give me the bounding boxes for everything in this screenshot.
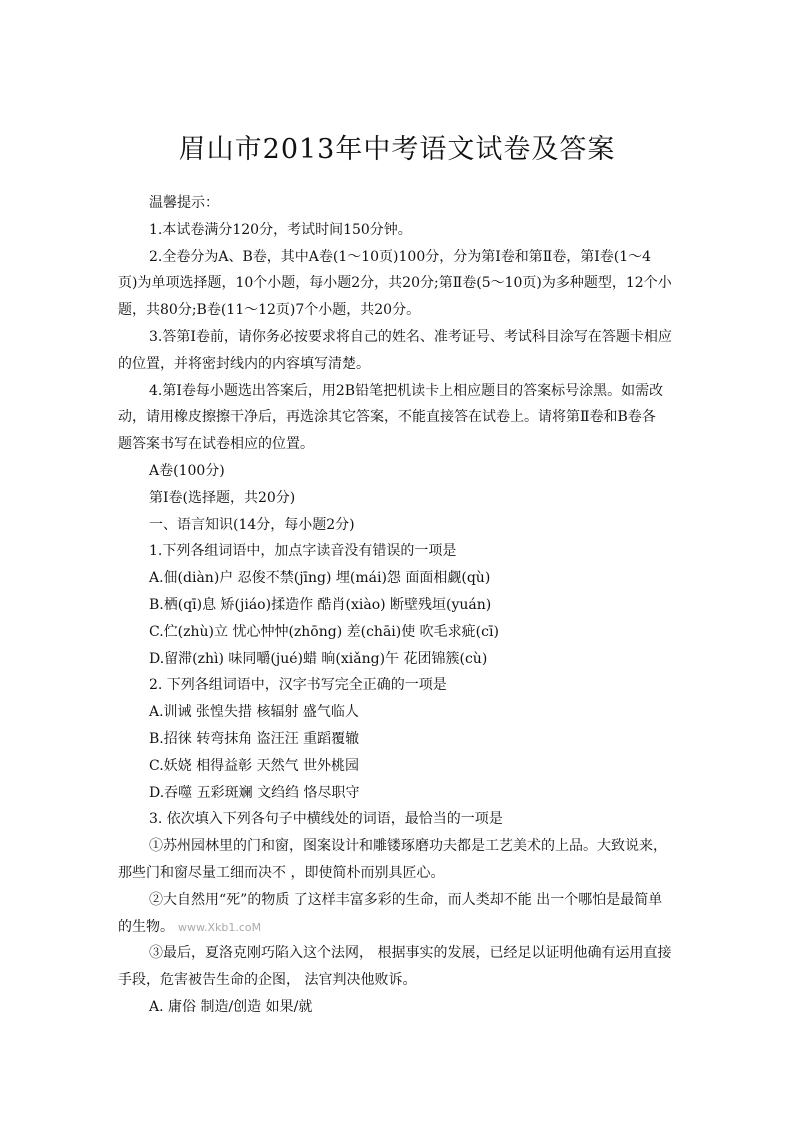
text-line <box>118 619 674 646</box>
watermark-text: www.Xkb1.coM <box>178 920 262 934</box>
page-title: 眉山市2013年中考语文试卷及答案 <box>178 134 616 165</box>
text-line <box>118 324 674 351</box>
text-line <box>118 217 674 244</box>
text-line <box>118 940 674 967</box>
text-line <box>118 646 674 673</box>
text-line-content: ③最后，夏洛克刚巧陷入这个法网， 根据事实的发展，已经足以证明他确有运用直接 <box>149 945 672 962</box>
text-line <box>118 753 674 780</box>
text-line-content: 3.答第Ⅰ卷前，请你务必按要求将自己的姓名、准考证号、考试科目涂写在答题卡相应 <box>149 328 672 345</box>
text-line-content: ②大自然用“死”的物质 了这样丰富多彩的生命，而人类却不能 出一个哪怕是最简单 <box>149 891 663 908</box>
text-line <box>118 190 674 217</box>
text-line-content: 页)为单项选择题，10个小题，每小题2分，共20分;第Ⅱ卷(5～10页)为多种题型，12个小 <box>118 275 672 292</box>
text-line-content: 题，共80分;B卷(11～12页)7个小题，共20分。 <box>118 302 421 319</box>
text-line-content: 2.全卷分为A、B卷，其中A卷(1～10页)100分，分为第Ⅰ卷和第Ⅱ卷，第Ⅰ卷(1～4 <box>149 248 652 265</box>
text-line-content: C.伫(zhù)立 忧心忡忡(zhōng) 差(chāi)使 吹毛求疵(cī) <box>149 623 499 640</box>
text-line-content: ①苏州园林里的门和窗，图案设计和雕镂琢磨功夫都是工艺美术的上品。大致说来， <box>149 838 667 855</box>
text-line <box>118 592 674 619</box>
text-line-content: A.佃(diàn)户 忍俊不禁(jīng) 埋(mái)怨 面面相觑(qù) <box>149 570 491 587</box>
text-line <box>118 967 674 994</box>
text-line-content: C.妖娆 相得益彰 天然气 世外桃园 <box>149 757 360 774</box>
text-line-content: D.吞噬 五彩斑斓 文绉绉 恪尽职守 <box>149 784 360 801</box>
text-line-content: 一、语言知识(14分，每小题2分) <box>149 516 355 533</box>
text-line-content: A.训诫 张惶失措 核辐射 盛气临人 <box>149 704 359 721</box>
text-line <box>118 297 674 324</box>
text-line-content: 的生物。 <box>118 918 174 935</box>
text-line <box>118 244 674 271</box>
text-line-content: 第Ⅰ卷(选择题，共20分) <box>149 489 296 506</box>
text-line <box>118 404 674 431</box>
text-line <box>118 512 674 539</box>
text-line <box>118 538 674 565</box>
text-line <box>118 780 674 807</box>
text-line-content: B.栖(qī)息 矫(jiáo)揉造作 酷肖(xiào) 断壁残垣(yuán) <box>149 596 492 613</box>
document-body <box>118 190 674 1021</box>
text-line <box>118 914 674 941</box>
text-line-content: 2. 下列各组词语中，汉字书写完全正确的一项是 <box>149 677 447 694</box>
text-line <box>118 351 674 378</box>
text-line <box>118 270 674 297</box>
text-line-content: 温馨提示： <box>149 195 219 211</box>
text-line-content: D.留滞(zhì) 味同嚼(jué)蜡 晌(xiǎng)午 花团锦簇(cù) <box>149 650 488 667</box>
text-line-content: 动，请用橡皮擦擦干净后，再选涂其它答案，不能直接答在试卷上。请将第Ⅱ卷和B卷各 <box>118 409 656 426</box>
text-line <box>118 431 674 458</box>
text-line <box>118 699 674 726</box>
text-line <box>118 565 674 592</box>
text-line-content: 手段，危害被告生命的企图， 法官判决他败诉。 <box>118 972 417 989</box>
text-line-content: 3. 依次填入下列各句子中横线处的词语，最恰当的一项是 <box>149 811 503 828</box>
text-line <box>118 485 674 512</box>
text-line <box>118 378 674 405</box>
text-line-content: 的位置，并将密封线内的内容填写清楚。 <box>118 355 370 372</box>
text-line <box>118 672 674 699</box>
text-line-content: A卷(100分) <box>149 462 225 479</box>
text-line <box>118 994 674 1021</box>
text-line-content: 那些门和窗尽量工细而决不 ，即使简朴而别具匠心。 <box>118 864 445 881</box>
text-line-content: B.招徕 转弯抹角 盗汪汪 重蹈覆辙 <box>149 730 360 747</box>
text-line-content: 题答案书写在试卷相应的位置。 <box>118 436 314 453</box>
text-line <box>118 806 674 833</box>
text-line-content: A. 庸俗 制造/创造 如果/就 <box>149 998 313 1015</box>
text-line <box>118 860 674 887</box>
text-line-content: 4.第Ⅰ卷每小题选出答案后，用2B铅笔把机读卡上相应题目的答案标号涂黑。如需改 <box>149 382 664 399</box>
text-line <box>118 833 674 860</box>
text-line <box>118 458 674 485</box>
text-line <box>118 887 674 914</box>
text-line <box>118 726 674 753</box>
text-line-content: 1.下列各组词语中，加点字读音没有错误的一项是 <box>149 543 457 560</box>
text-line-content: 1.本试卷满分120分，考试时间150分钟。 <box>149 221 412 238</box>
